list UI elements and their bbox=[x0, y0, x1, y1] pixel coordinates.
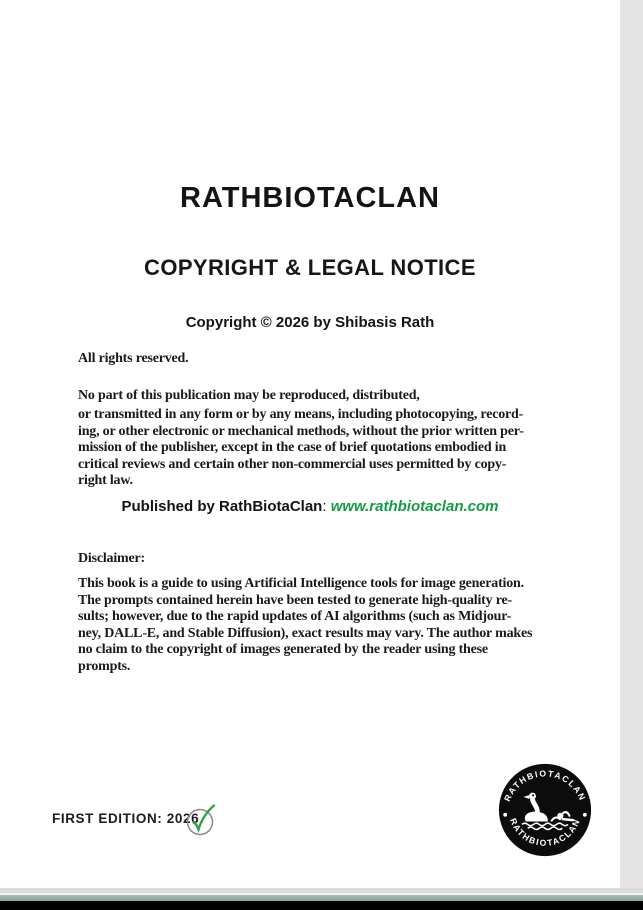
rathbiotaclan-logo bbox=[497, 762, 593, 858]
edition-label: FIRST EDITION: 2026 bbox=[52, 811, 200, 826]
bottom-band-black bbox=[0, 901, 643, 910]
logo-dot-left bbox=[503, 813, 507, 817]
logo-dot-right bbox=[583, 813, 587, 817]
logo-text-top: RATHBIOTACLAN bbox=[501, 768, 589, 803]
disclaimer-line: This book is a guide to using Artificial Intelligence tools for image generation. bbox=[78, 576, 524, 591]
legal-line: or transmitted in any form or by any means, including photocopying, record- bbox=[78, 407, 524, 422]
copyright-line: Copyright © 2026 by Shibasis Rath bbox=[185, 314, 435, 331]
right-margin-strip bbox=[620, 0, 643, 895]
published-separator: : bbox=[322, 498, 331, 515]
logo-text-bottom: RATHBIOTACLAN bbox=[507, 816, 583, 848]
published-line bbox=[0, 498, 620, 515]
verified-check-icon bbox=[184, 802, 222, 838]
disclaimer-line: ney, DALL-E, and Stable Diffusion), exact results may vary. The author makes bbox=[78, 625, 533, 641]
disclaimer-label: Disclaimer: bbox=[78, 551, 145, 566]
legal-line: mission of the publisher, except in the case of brief quotations embodied in bbox=[78, 440, 507, 455]
legal-line: ing, or other electronic or mechanical methods, without the prior written per- bbox=[78, 423, 524, 439]
book-title: RATHBIOTACLAN bbox=[180, 182, 440, 214]
publisher-url-link[interactable]: www.rathbiotaclan.com bbox=[330, 498, 499, 515]
page-heading: COPYRIGHT & LEGAL NOTICE bbox=[144, 255, 476, 280]
disclaimer-paragraph bbox=[78, 576, 532, 676]
legal-paragraph bbox=[78, 407, 524, 490]
disclaimer-line: no claim to the copyright of images generated by the reader using these bbox=[78, 642, 488, 658]
legal-line: critical reviews and certain other non-commercial uses permitted by copy- bbox=[78, 456, 507, 472]
disclaimer-line: The prompts contained herein have been tested to generate high-quality re- bbox=[78, 592, 512, 608]
legal-line: right law. bbox=[78, 473, 133, 488]
published-prefix: Published by RathBiotaClan bbox=[121, 498, 323, 515]
rights-reserved-text: All rights reserved. bbox=[78, 351, 189, 366]
disclaimer-line: sults; however, due to the rapid updates of AI algorithms (such as Midjour- bbox=[78, 609, 512, 625]
disclaimer-line: prompts. bbox=[78, 658, 131, 674]
legal-intro-line: No part of this publication may be reproduced, distributed, bbox=[78, 388, 420, 403]
